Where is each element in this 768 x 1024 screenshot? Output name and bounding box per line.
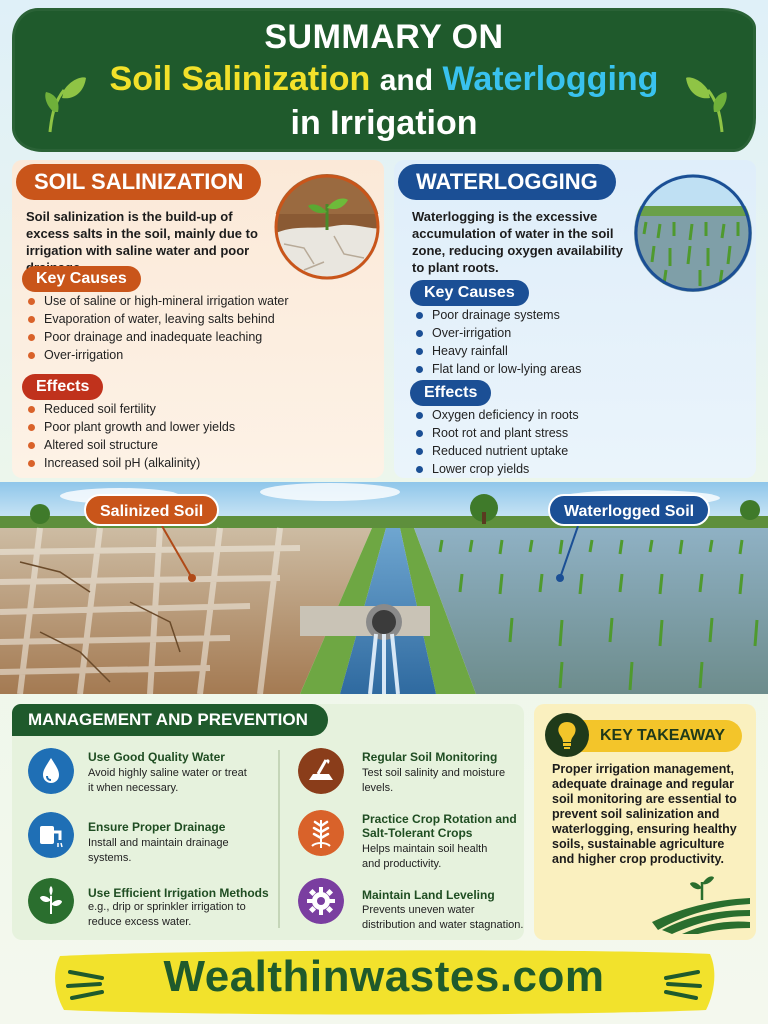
- list-item: Over-irrigation: [414, 324, 581, 342]
- list-item: Reduced nutrient uptake: [414, 442, 579, 460]
- waterlogging-causes-list: [414, 306, 581, 378]
- leaf-icon: [684, 72, 730, 136]
- list-item: Flat land or low-lying areas: [414, 360, 581, 378]
- salinization-causes-list: [26, 292, 289, 364]
- leaf-icon: [42, 72, 88, 136]
- list-item: Lower crop yields: [414, 460, 579, 478]
- list-item: Reduced soil fertility: [26, 400, 235, 418]
- title-waterlogging: Waterlogging: [442, 60, 659, 98]
- list-item: Over-irrigation: [26, 346, 289, 364]
- mgmt-item-title: Practice Crop Rotation and Salt-Tolerant Crops: [362, 812, 517, 840]
- mgmt-item-title: Regular Soil Monitoring: [362, 750, 498, 764]
- title-soil-salinization: Soil Salinization: [109, 60, 371, 98]
- key-takeaway-panel: [534, 704, 756, 940]
- list-item: Evaporation of water, leaving salts behind: [26, 310, 289, 328]
- mgmt-item-text: Helps maintain soil health and productivity.: [362, 843, 488, 870]
- waterlogged-field-image: [634, 174, 752, 292]
- waterlogging-panel: [394, 160, 756, 478]
- waterlogging-effects-heading: Effects: [410, 380, 491, 406]
- drainage-pipe-icon: [28, 812, 74, 858]
- mgmt-item-text: e.g., drip or sprinkler irrigation to reduce excess water.: [88, 901, 246, 928]
- list-item: Altered soil structure: [26, 436, 235, 454]
- management-prevention-panel: [12, 704, 524, 940]
- waterlogging-description: Waterlogging is the excessive accumulation of water in the soil zone, reducing oxygen availability to plant roots.: [412, 209, 623, 275]
- waterlogging-effects-list: [414, 406, 579, 478]
- farmland-plant-icon: [652, 870, 750, 934]
- lightbulb-icon: [544, 712, 590, 758]
- list-item: Oxygen deficiency in roots: [414, 406, 579, 424]
- mgmt-item-text: Prevents uneven water distribution and water stagnation.: [362, 904, 524, 931]
- gear-icon: [298, 878, 344, 924]
- salinization-effects-list: [26, 400, 235, 472]
- list-item: Increased soil pH (alkalinity): [26, 454, 235, 472]
- field-comparison-image: [0, 482, 768, 694]
- list-item: Poor drainage and inadequate leaching: [26, 328, 289, 346]
- mgmt-item-title: Maintain Land Leveling: [362, 888, 495, 902]
- salinized-soil-label: Salinized Soil: [84, 494, 219, 526]
- plant-sprout-icon: [28, 878, 74, 924]
- list-item: Use of saline or high-mineral irrigation water: [26, 292, 289, 310]
- soil-salinization-description: Soil salinization is the build-up of excess salts in the soil, mainly due to irrigation with saline water and poor: [26, 209, 258, 258]
- title-line-1: SUMMARY ON: [264, 18, 504, 56]
- waterlogging-key-causes-heading: Key Causes: [410, 280, 529, 306]
- mgmt-item-title: Use Efficient Irrigation Methods: [88, 886, 269, 900]
- key-takeaway-text: Proper irrigation management, adequate drainage and regular soil monitoring are essential to prevent soil salinization and waterlogging, ensuring healthy soils, sustainable agriculture and higher crop productivity.: [552, 762, 737, 866]
- title-line-2: [12, 60, 756, 99]
- list-item: Poor drainage systems: [414, 306, 581, 324]
- list-item: Poor plant growth and lower yields: [26, 418, 235, 436]
- soil-salinization-panel: [12, 160, 384, 478]
- water-drop-icon: [28, 748, 74, 794]
- mgmt-item-text: Install and maintain drainage systems.: [88, 837, 229, 864]
- soil-salinization-heading: SOIL SALINIZATION: [16, 164, 261, 200]
- waterlogged-soil-label: Waterlogged Soil: [548, 494, 710, 526]
- title-banner: [12, 8, 756, 152]
- title-and: and: [379, 64, 434, 97]
- management-heading: MANAGEMENT AND PREVENTION: [12, 704, 328, 736]
- mgmt-item-text: Avoid highly saline water or treat it when necessary.: [88, 767, 247, 794]
- list-item: Root rot and plant stress: [414, 424, 579, 442]
- mgmt-item-title: Ensure Proper Drainage: [88, 820, 226, 834]
- salinization-effects-heading: Effects: [22, 374, 103, 400]
- waterlogging-heading: WATERLOGGING: [398, 164, 616, 200]
- soil-test-icon: [298, 748, 344, 794]
- salinized-soil-image: [274, 174, 380, 280]
- mgmt-item-title: Use Good Quality Water: [88, 750, 225, 764]
- key-takeaway-heading: KEY TAKEAWAY: [546, 720, 742, 752]
- list-item: Heavy rainfall: [414, 342, 581, 360]
- divider: [278, 750, 280, 928]
- title-line-3: in Irrigation: [290, 104, 478, 142]
- salinization-key-causes-heading: Key Causes: [22, 266, 141, 292]
- website-footer[interactable]: [50, 948, 718, 1016]
- mgmt-item-text: Test soil salinity and moisture levels.: [362, 767, 506, 794]
- website-link[interactable]: Wealthinwastes.com: [163, 952, 605, 1001]
- wheat-icon: [298, 810, 344, 856]
